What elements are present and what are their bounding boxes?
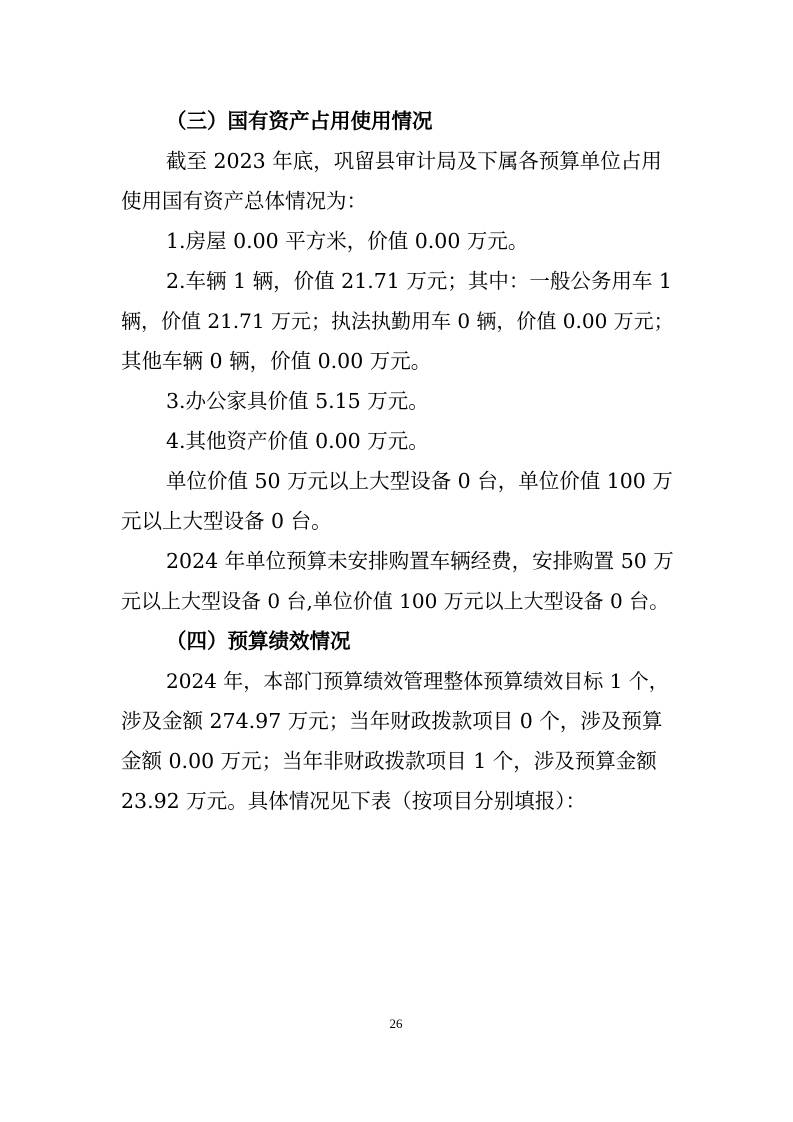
section-4-body-line-4: 23.92 万元。具体情况见下表（按项目分别填报）： xyxy=(121,789,586,813)
section-4-body-line-3: 金额 0.00 万元；当年非财政拨款项目 1 个，涉及预算金额 xyxy=(121,749,657,773)
budget-line-1: 2024 年单位预算未安排购置车辆经费，安排购置 50 万 xyxy=(166,549,674,573)
section-4-heading: （四）预算绩效情况 xyxy=(166,629,351,653)
section-4-body-line-2: 涉及金额 274.97 万元；当年财政拨款项目 0 个，涉及预算 xyxy=(121,709,663,733)
section-4-body-line-1: 2024 年，本部门预算绩效管理整体预算绩效目标 1 个， xyxy=(166,669,669,693)
asset-item-vehicles-line-1: 2.车辆 1 辆，价值 21.71 万元；其中：一般公务用车 1 xyxy=(166,269,672,293)
section-3-intro-line-1: 截至 2023 年底，巩留县审计局及下属各预算单位占用 xyxy=(166,149,662,173)
asset-item-housing: 1.房屋 0.00 平方米，价值 0.00 万元。 xyxy=(166,229,529,253)
asset-item-vehicles-line-3: 其他车辆 0 辆，价值 0.00 万元。 xyxy=(121,349,432,373)
equipment-line-2: 元以上大型设备 0 台。 xyxy=(121,509,332,533)
asset-item-other: 4.其他资产价值 0.00 万元。 xyxy=(166,429,429,453)
section-3-heading: （三）国有资产占用使用情况 xyxy=(166,109,433,133)
budget-line-2: 元以上大型设备 0 台,单位价值 100 万元以上大型设备 0 台。 xyxy=(121,589,670,613)
asset-item-vehicles-line-2: 辆，价值 21.71 万元；执法执勤用车 0 辆，价值 0.00 万元； xyxy=(121,309,674,333)
section-3-intro-line-2: 使用国有资产总体情况为： xyxy=(121,189,367,213)
asset-item-furniture: 3.办公家具价值 5.15 万元。 xyxy=(166,389,429,413)
equipment-line-1: 单位价值 50 万元以上大型设备 0 台，单位价值 100 万 xyxy=(166,469,673,493)
page-number: 26 xyxy=(389,1016,403,1031)
